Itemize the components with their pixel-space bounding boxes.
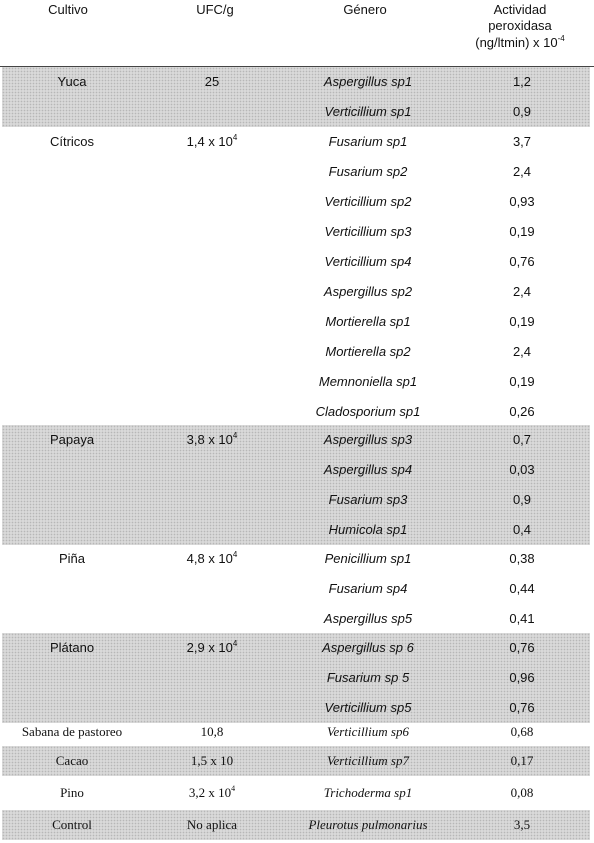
- cell-cultivo: [2, 397, 142, 427]
- cell-actividad: 0,9: [512, 104, 532, 119]
- cell-genero: Fusarium sp3: [328, 492, 408, 507]
- cell-cultivo: Piña: [58, 551, 86, 566]
- cell-actividad: 0,9: [512, 492, 532, 507]
- header-cultivo: Cultivo: [48, 2, 88, 17]
- cell-cultivo: [2, 663, 142, 693]
- cell-genero: Pleurotus pulmonarius: [308, 817, 428, 832]
- cell-cultivo: [2, 157, 142, 187]
- cell-genero: Fusarium sp4: [328, 581, 408, 596]
- table-row: [2, 604, 590, 634]
- cell-cultivo: [2, 574, 142, 604]
- cell-ufc: [142, 455, 282, 485]
- table-row: [2, 425, 590, 455]
- table-row: [2, 337, 590, 367]
- table-row: [2, 97, 590, 127]
- cell-genero: Verticillium sp3: [324, 224, 412, 239]
- cell-cultivo: Pino: [60, 785, 84, 800]
- cell-cultivo: [2, 515, 142, 545]
- table-row: [2, 217, 590, 247]
- cell-ufc: 2,9 x $10^4$: [186, 639, 238, 655]
- cell-cultivo: Sabana de pastoreo: [21, 724, 123, 739]
- cell-genero: Verticillium sp4: [324, 254, 412, 269]
- table-row: [2, 544, 590, 574]
- cell-actividad: 0,76: [509, 640, 535, 655]
- cell-cultivo: Control: [52, 817, 92, 832]
- crop-group: [2, 717, 590, 747]
- cell-ufc: 1,4 x $10^4$: [186, 133, 238, 149]
- cell-genero: Verticillium sp5: [324, 700, 412, 715]
- cell-ufc: [142, 97, 282, 127]
- crop-group: [2, 810, 590, 840]
- cell-ufc: [142, 307, 282, 337]
- cell-genero: Verticillium sp2: [324, 194, 412, 209]
- table-row: [2, 67, 590, 97]
- table-row: [2, 778, 590, 808]
- cell-ufc: [142, 157, 282, 187]
- cell-ufc: [142, 187, 282, 217]
- cell-ufc: [142, 337, 282, 367]
- table-row: [2, 810, 590, 840]
- table-row: [2, 247, 590, 277]
- cell-cultivo: Cítricos: [49, 134, 95, 149]
- cell-ufc: 4,8 x $10^4$: [186, 550, 238, 566]
- header-ufc: UFC/g: [196, 2, 234, 17]
- cell-genero: Verticillium sp6: [327, 724, 409, 739]
- cell-ufc: 3,8 x $10^4$: [186, 431, 238, 447]
- table-row: [2, 633, 590, 663]
- header-actividad-line2: peroxidasa: [488, 18, 552, 33]
- cell-actividad: 1,2: [512, 74, 532, 89]
- cell-genero: Aspergillus sp 6: [322, 640, 414, 655]
- cell-actividad: 0,96: [509, 670, 535, 685]
- table-row: [2, 455, 590, 485]
- cell-actividad: 0,08: [510, 785, 534, 800]
- cell-actividad: 0,4: [512, 522, 532, 537]
- table-header: [0, 0, 594, 66]
- cell-genero: Aspergillus sp1: [323, 74, 413, 89]
- cell-actividad: 0,38: [509, 551, 535, 566]
- cell-actividad: 3,5: [513, 817, 531, 832]
- cell-actividad: 2,4: [512, 164, 532, 179]
- cell-ufc: [142, 217, 282, 247]
- cell-genero: Aspergillus sp5: [323, 611, 413, 626]
- cell-genero: Fusarium sp2: [328, 164, 408, 179]
- crop-group: [2, 746, 590, 776]
- cell-ufc: [142, 277, 282, 307]
- crop-group: [2, 544, 590, 634]
- crop-group: [2, 127, 590, 427]
- cell-cultivo: Cacao: [55, 753, 89, 768]
- table-row: [2, 485, 590, 515]
- cell-actividad: 0,41: [509, 611, 535, 626]
- table-row: [2, 663, 590, 693]
- cell-ufc: 3,2 x $10^4$: [188, 784, 236, 800]
- crop-group: [2, 633, 590, 723]
- cell-actividad: 0,19: [509, 224, 535, 239]
- cell-genero: Aspergillus sp3: [323, 432, 413, 447]
- table-row: [2, 157, 590, 187]
- cell-ufc: [142, 397, 282, 427]
- cell-ufc: [142, 574, 282, 604]
- cell-cultivo: [2, 307, 142, 337]
- cell-genero: Cladosporium sp1: [315, 404, 421, 419]
- cell-ufc: [142, 485, 282, 515]
- cell-ufc: [142, 604, 282, 634]
- cell-genero: Mortierella sp2: [325, 344, 411, 359]
- cell-cultivo: [2, 187, 142, 217]
- crop-group: [2, 778, 590, 808]
- cell-cultivo: [2, 485, 142, 515]
- cell-ufc: [142, 663, 282, 693]
- cell-ufc: 1,5 x 10: [190, 753, 234, 768]
- table-row: [2, 367, 590, 397]
- table-row: [2, 515, 590, 545]
- table-row: [2, 717, 590, 747]
- cell-actividad: 0,26: [509, 404, 535, 419]
- table-row: [2, 746, 590, 776]
- cell-cultivo: Yuca: [57, 74, 87, 89]
- cell-ufc: No aplica: [186, 817, 238, 832]
- cell-actividad: 0,17: [510, 753, 534, 768]
- cell-cultivo: [2, 367, 142, 397]
- cell-cultivo: [2, 277, 142, 307]
- cell-actividad: 0,76: [509, 254, 535, 269]
- cell-genero: Aspergillus sp2: [323, 284, 413, 299]
- crop-group: [2, 67, 590, 127]
- table-row: [2, 397, 590, 427]
- cell-ufc: 10,8: [200, 724, 224, 739]
- table-row: [2, 307, 590, 337]
- cell-actividad: 2,4: [512, 344, 532, 359]
- cell-genero: Fusarium sp 5: [326, 670, 410, 685]
- cell-actividad: 0,44: [509, 581, 535, 596]
- table-row: [2, 187, 590, 217]
- cell-ufc: [142, 247, 282, 277]
- header-actividad-line3: (ng/ltmin) x $10^{-4}$: [475, 34, 565, 50]
- cell-cultivo: [2, 97, 142, 127]
- cell-cultivo: [2, 217, 142, 247]
- cell-genero: Aspergillus sp4: [323, 462, 413, 477]
- cell-ufc: [142, 515, 282, 545]
- cell-ufc: [142, 367, 282, 397]
- cell-actividad: 0,7: [512, 432, 532, 447]
- cell-actividad: 2,4: [512, 284, 532, 299]
- cell-genero: Verticillium sp7: [327, 753, 409, 768]
- cell-actividad: 0,76: [509, 700, 535, 715]
- cell-genero: Fusarium sp1: [328, 134, 408, 149]
- table-row: [2, 277, 590, 307]
- table-row: [2, 127, 590, 157]
- cell-genero: Trichoderma sp1: [323, 785, 413, 800]
- cell-actividad: 0,68: [510, 724, 534, 739]
- cell-actividad: 0,19: [509, 314, 535, 329]
- cell-actividad: 0,93: [509, 194, 535, 209]
- cell-genero: Humicola sp1: [328, 522, 408, 537]
- cell-ufc: 25: [204, 74, 220, 89]
- cell-cultivo: [2, 247, 142, 277]
- cell-genero: Verticillium sp1: [324, 104, 412, 119]
- cell-cultivo: [2, 604, 142, 634]
- cell-cultivo: Papaya: [49, 432, 95, 447]
- header-genero: Género: [343, 2, 387, 17]
- cell-cultivo: [2, 455, 142, 485]
- crop-group: [2, 425, 590, 545]
- table-row: [2, 574, 590, 604]
- cell-genero: Mortierella sp1: [325, 314, 411, 329]
- header-actividad-line1: Actividad: [493, 2, 547, 17]
- cell-genero: Penicillium sp1: [324, 551, 412, 566]
- cell-cultivo: Plátano: [49, 640, 95, 655]
- cell-cultivo: [2, 337, 142, 367]
- cell-actividad: 0,19: [509, 374, 535, 389]
- cell-actividad: 0,03: [509, 462, 535, 477]
- cell-actividad: 3,7: [512, 134, 532, 149]
- cell-genero: Memnoniella sp1: [318, 374, 418, 389]
